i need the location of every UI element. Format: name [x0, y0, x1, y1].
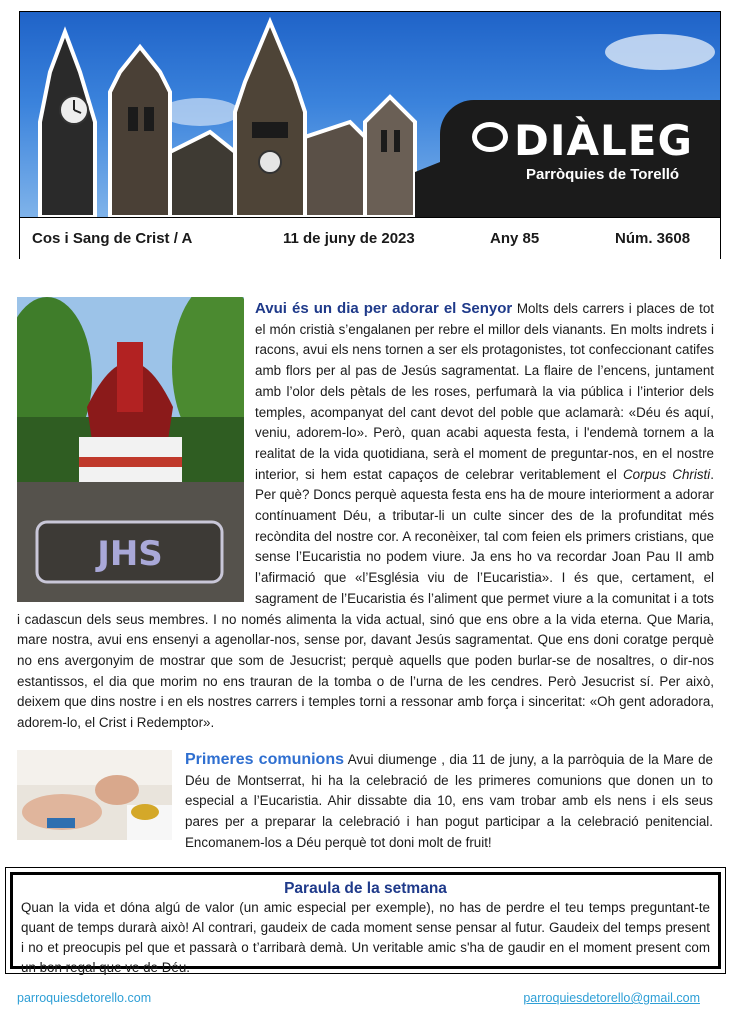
article-first-communions-headline: Primeres comunions [185, 751, 345, 768]
issue-info-bar [20, 217, 720, 260]
article-adoration-headline: Avui és un dia per adorar el Senyor [255, 300, 513, 317]
banner-image [20, 12, 720, 217]
speech-bubble-icon [472, 122, 508, 152]
article-first-communions-body: Avui diumenge , dia 11 de juny, a la parròquia de la Mare de Déu de Montserrat, hi ha la celebració de les primeres comunions que donen un to especial a l’Eucaristia. Ahir dissabte dia 10, ens vam trobar amb els nens i els seus pares per a preparar la celebració i han pogut participar a la celebració penitencial. Encomanem-los a Déu perquè tot doni molt de fruit! [185, 752, 714, 850]
issue-date: 11 de juny de 2023 [283, 230, 415, 247]
dialeg-logo [440, 100, 720, 217]
article-adoration-body-a: Molts dels carrers i places de tot el món cristià s’engalanen per rebre el millor dels vianants. En molts indrets i racons, avui els nens tornen a ser els protagonistes, tot confeccionant catifes amb flors per al pas de Jesús sagramentat. La flaire de l’encens, juntament amb l’olor dels pètals de les roses, perfumarà la via pública i l’interior dels temples, acompanyat del cant devot del poble que aclamarà: «Déu és aquí, veniu, adorem-lo». Però, quan acabi aquesta festa, i l'endemà tornem a la realitat de la vida quotidiana, serà el moment de preguntar-nos, en el nostre interior, si hem estat capaços de celebrar veritablement el [255, 301, 714, 482]
word-of-week-text: Quan la vida et dóna algú de valor (un amic especial per exemple), no has de perdre el teu temps preguntant-te quant de temps durarà això! Al contrari, gaudeix de cada moment sense pensar al futur. Gaudeix del temps present i no et preocupis pel que et passarà o t’arribarà demà. Un veritable amic s'ha de gaudir en el moment present com un bon regal que ve de Déu. [21, 900, 710, 975]
logo-subtitle: Parròquies de Torelló [526, 166, 680, 183]
corpus-christi-term: Corpus Christi [622, 466, 711, 482]
word-of-week-title: Paraula de la setmana [284, 880, 447, 897]
logo-title: DIÀLEG [514, 116, 693, 165]
article-adoration [17, 299, 714, 734]
issue-number: Núm. 3608 [615, 230, 691, 247]
word-of-week-box [5, 867, 726, 974]
issue-year: Any 85 [490, 230, 540, 247]
masthead [19, 11, 721, 259]
article-adoration-body-b: . Per què? Doncs perquè aquesta festa ens ha de moure interiorment a adorar contínuament Déu, a tributar-li un culte sincer des de la profunditat més recòndita del nostre cor. A reconèixer, tal com feien els primers cristians, que sense l’Eucaristia no podem viure. Ja ens ho va recordar Joan Pau II amb l’afirmació que «l’Església viu de l’Eucaristia». I és que, certament, el sagrament de l’Eucaristia és l’aliment que permet viure a la comunitat i a tots i cadascun dels seus membres. I no només alimenta la vida actual, sinó que ens obre a la vida eterna. Que Maria, mare nostra, avui ens ensenyi a agenollar-nos, sense por, davant Jesús sagramentat. Que ens doni coratge perquè no ens avergonyim de mostrar que som de Jesucrist; perquè aquells que poden burlar-se de nosaltres, o dir-nos estantissos, el dia que morim no ens trauran de la tomba o de l’urna de les cendres. Però Jesucrist sí. Per això, deixem que dins nostre i en els nostres carrers i temples torni a ressonar amb força i sinceritat: «Oh gent adoradora, adorem-lo, el Crist i Redemptor». [17, 466, 714, 731]
email-link[interactable]: parroquiesdetorello@gmail.com [523, 991, 700, 1005]
jhs-flower-carpet: JHS [97, 534, 163, 574]
feast-label: Cos i Sang de Crist / A [32, 230, 193, 247]
communion-photo [17, 750, 172, 840]
article-first-communions [185, 750, 713, 854]
website-link[interactable]: parroquiesdetorello.com [17, 991, 152, 1005]
